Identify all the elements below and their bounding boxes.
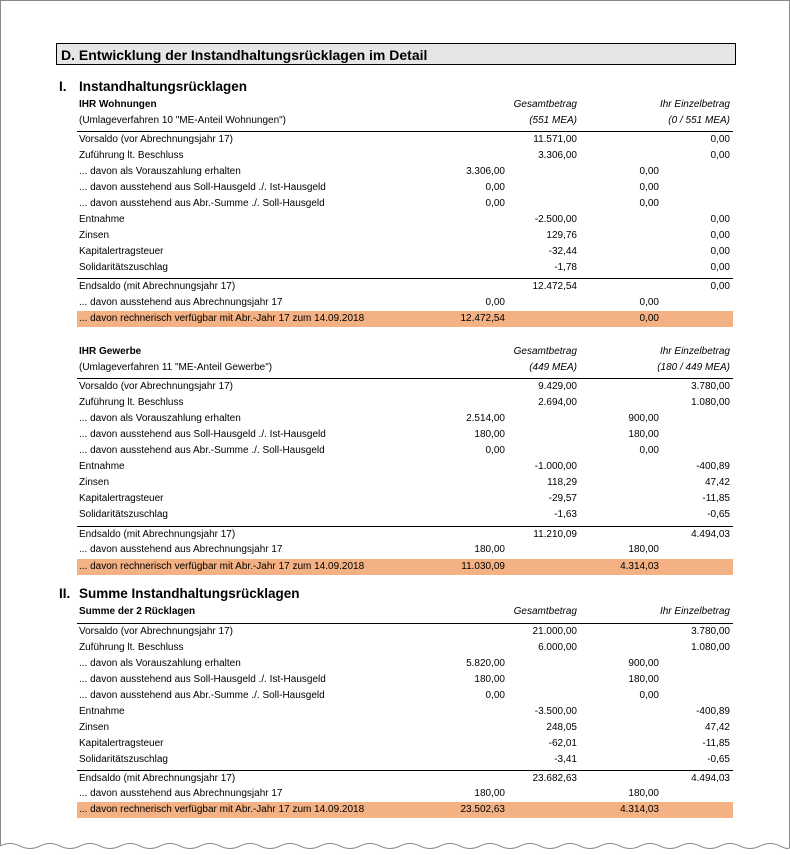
row-label: Entnahme xyxy=(79,214,125,225)
table-row xyxy=(77,491,733,507)
section-title: D. Entwicklung der Instandhaltungsrücklagen im Detail xyxy=(56,43,736,65)
row-value-sub-total: 0,00 xyxy=(485,297,505,308)
row-label: ... davon ausstehend aus Soll-Hausgeld ./. Ist-Hausgeld xyxy=(79,182,326,193)
row-value-single: 1.080,00 xyxy=(691,397,730,408)
row-label: ... davon ausstehend aus Abr.-Summe ./. Soll-Hausgeld xyxy=(79,198,325,209)
table-row xyxy=(77,786,733,802)
block1-col-single-sub: (0 / 551 MEA) xyxy=(668,115,730,126)
block2-subtitle: (Umlageverfahren 11 "ME-Anteil Gewerbe") xyxy=(79,362,273,373)
row-value-total: -1,63 xyxy=(554,509,577,520)
row-value-sub-single: 0,00 xyxy=(639,297,659,308)
block1-subtitle: (Umlageverfahren 10 "ME-Anteil Wohnungen") xyxy=(79,115,287,126)
row-label: ... davon ausstehend aus Abrechnungsjahr 17 xyxy=(79,788,283,799)
row-label: Endsaldo (mit Abrechnungsjahr 17) xyxy=(79,529,236,540)
table-row-endsaldo xyxy=(77,770,733,787)
row-value-total: 12.472,54 xyxy=(532,281,577,292)
row-value-single: 0,00 xyxy=(710,134,730,145)
table-row xyxy=(77,244,733,260)
block1-subheader xyxy=(77,113,733,129)
row-label: Vorsaldo (vor Abrechnungsjahr 17) xyxy=(79,626,233,637)
row-value-single: 1.080,00 xyxy=(691,642,730,653)
row-label: ... davon als Vorauszahlung erhalten xyxy=(79,166,241,177)
block1-col-total: Gesamtbetrag xyxy=(513,99,577,110)
table-row xyxy=(77,475,733,491)
row-label: Entnahme xyxy=(79,461,125,472)
part1-heading xyxy=(59,79,247,94)
table-row xyxy=(77,427,733,443)
row-value-sub-total: 12.472,54 xyxy=(460,313,505,324)
row-value-single: -400,89 xyxy=(696,706,730,717)
table-row xyxy=(77,164,733,180)
row-value-single: 0,00 xyxy=(710,262,730,273)
row-value-sub-single: 900,00 xyxy=(628,413,659,424)
row-value-sub-total: 23.502,63 xyxy=(460,804,505,815)
row-label: ... davon ausstehend aus Abr.-Summe ./. Soll-Hausgeld xyxy=(79,690,325,701)
row-value-single: 0,00 xyxy=(710,281,730,292)
row-label: ... davon rechnerisch verfügbar mit Abr.-Jahr 17 zum 14.09.2018 xyxy=(79,561,365,572)
row-label: Zuführung lt. Beschluss xyxy=(79,397,184,408)
row-value-single: -400,89 xyxy=(696,461,730,472)
row-value-total: -32,44 xyxy=(548,246,577,257)
row-value-sub-single: 180,00 xyxy=(628,429,659,440)
block1-col-total-sub: (551 MEA) xyxy=(529,115,577,126)
row-value-sub-total: 180,00 xyxy=(474,674,505,685)
row-label: Zinsen xyxy=(79,230,110,241)
table-row xyxy=(77,688,733,704)
row-label: Zinsen xyxy=(79,722,110,733)
row-value-single: 0,00 xyxy=(710,230,730,241)
row-value-single: 4.494,03 xyxy=(691,529,730,540)
row-value-total: 9.429,00 xyxy=(538,381,577,392)
row-value-sub-total: 180,00 xyxy=(474,544,505,555)
table-row xyxy=(77,443,733,459)
row-value-total: -2.500,00 xyxy=(534,214,577,225)
table-row xyxy=(77,704,733,720)
row-value-sub-single: 180,00 xyxy=(628,788,659,799)
row-value-total: 23.682,63 xyxy=(532,773,577,784)
row-label: Solidaritätszuschlag xyxy=(79,262,168,273)
table-row xyxy=(77,260,733,276)
row-value-total: 118,29 xyxy=(547,477,577,488)
row-value-single: -11,85 xyxy=(702,493,730,504)
row-label: Entnahme xyxy=(79,706,125,717)
row-label: Kapitalertragsteuer xyxy=(79,738,164,749)
row-value-sub-total: 2.514,00 xyxy=(466,413,505,424)
table-row xyxy=(77,395,733,411)
table-row xyxy=(77,542,733,558)
row-value-single: 0,00 xyxy=(710,214,730,225)
row-label: ... davon rechnerisch verfügbar mit Abr.-Jahr 17 zum 14.09.2018 xyxy=(79,313,365,324)
row-value-total: -3,41 xyxy=(554,754,577,765)
row-value-sub-total: 11.030,09 xyxy=(461,561,505,572)
row-value-sub-single: 4.314,03 xyxy=(620,561,659,572)
row-value-sub-total: 3.306,00 xyxy=(466,166,505,177)
row-value-sub-single: 900,00 xyxy=(628,658,659,669)
part2-title: Summe Instandhaltungsrücklagen xyxy=(79,586,300,601)
row-value-total: 3.306,00 xyxy=(538,150,577,161)
block2-col-single-sub: (180 / 449 MEA) xyxy=(657,362,730,373)
row-value-total: -62,01 xyxy=(548,738,577,749)
torn-edge xyxy=(0,838,790,855)
row-value-total: 129,76 xyxy=(546,230,577,241)
table-row xyxy=(77,672,733,688)
block3-name: Summe der 2 Rücklagen xyxy=(79,606,196,617)
table-row-endsaldo xyxy=(77,526,733,543)
row-value-sub-total: 0,00 xyxy=(485,445,505,456)
block1-name: IHR Wohnungen xyxy=(79,99,157,110)
row-value-sub-single: 0,00 xyxy=(639,198,659,209)
row-label: ... davon ausstehend aus Abrechnungsjahr 17 xyxy=(79,544,283,555)
row-value-sub-single: 4.314,03 xyxy=(620,804,659,815)
row-value-sub-single: 0,00 xyxy=(639,182,659,193)
row-value-single: 3.780,00 xyxy=(691,381,730,392)
row-label: Vorsaldo (vor Abrechnungsjahr 17) xyxy=(79,381,233,392)
table-row xyxy=(77,640,733,656)
table-row-endsaldo xyxy=(77,278,733,295)
row-value-single: 0,00 xyxy=(710,150,730,161)
table-row-highlighted xyxy=(77,559,733,575)
table-row-highlighted xyxy=(77,802,733,818)
row-label: ... davon rechnerisch verfügbar mit Abr.-Jahr 17 zum 14.09.2018 xyxy=(79,804,365,815)
row-value-sub-total: 0,00 xyxy=(485,690,505,701)
row-label: ... davon als Vorauszahlung erhalten xyxy=(79,658,241,669)
table-row xyxy=(77,180,733,196)
row-value-sub-single: 180,00 xyxy=(628,544,659,555)
row-value-single: -0,65 xyxy=(707,509,730,520)
row-value-single: 0,00 xyxy=(710,246,730,257)
table-row xyxy=(77,212,733,228)
row-label: ... davon ausstehend aus Abr.-Summe ./. Soll-Hausgeld xyxy=(79,445,325,456)
table-row xyxy=(77,295,733,311)
block3-header xyxy=(77,604,733,620)
table-row xyxy=(77,507,733,523)
row-value-sub-single: 0,00 xyxy=(639,166,659,177)
row-value-total: -1,78 xyxy=(554,262,577,273)
part1-title: Instandhaltungsrücklagen xyxy=(79,79,248,94)
block2-name: IHR Gewerbe xyxy=(79,346,142,357)
table-row xyxy=(77,131,733,148)
row-value-total: 2.694,00 xyxy=(538,397,577,408)
table-row xyxy=(77,720,733,736)
block3-col-single: Ihr Einzelbetrag xyxy=(659,606,730,617)
table-row xyxy=(77,411,733,427)
row-label: ... davon ausstehend aus Abrechnungsjahr 17 xyxy=(79,297,283,308)
block2-col-total: Gesamtbetrag xyxy=(513,346,577,357)
row-label: Vorsaldo (vor Abrechnungsjahr 17) xyxy=(79,134,233,145)
block2-subheader xyxy=(77,360,733,376)
row-value-sub-single: 180,00 xyxy=(628,674,659,685)
row-label: Solidaritätszuschlag xyxy=(79,509,168,520)
row-value-total: -3.500,00 xyxy=(534,706,577,717)
row-label: Zuführung lt. Beschluss xyxy=(79,642,184,653)
row-value-total: 11.571,00 xyxy=(533,134,577,145)
row-value-single: -11,85 xyxy=(702,738,730,749)
row-value-sub-total: 180,00 xyxy=(474,429,505,440)
row-label: Endsaldo (mit Abrechnungsjahr 17) xyxy=(79,773,236,784)
part2-heading xyxy=(59,586,300,601)
row-value-total: 248,05 xyxy=(546,722,577,733)
block1-header xyxy=(77,97,733,113)
row-value-total: 6.000,00 xyxy=(538,642,577,653)
row-value-sub-single: 0,00 xyxy=(639,313,659,324)
row-label: ... davon ausstehend aus Soll-Hausgeld ./. Ist-Hausgeld xyxy=(79,674,326,685)
row-label: Endsaldo (mit Abrechnungsjahr 17) xyxy=(79,281,236,292)
row-label: Zinsen xyxy=(79,477,110,488)
row-label: Kapitalertragsteuer xyxy=(79,493,164,504)
table-row xyxy=(77,736,733,752)
row-value-sub-total: 0,00 xyxy=(485,182,505,193)
table-row xyxy=(77,228,733,244)
row-label: Solidaritätszuschlag xyxy=(79,754,168,765)
row-value-total: 11.210,09 xyxy=(533,529,577,540)
part2-number: II. xyxy=(59,586,71,601)
row-value-sub-single: 0,00 xyxy=(639,445,659,456)
row-label: ... davon ausstehend aus Soll-Hausgeld ./. Ist-Hausgeld xyxy=(79,429,326,440)
row-label: ... davon als Vorauszahlung erhalten xyxy=(79,413,241,424)
row-value-sub-total: 0,00 xyxy=(485,198,505,209)
row-value-single: -0,65 xyxy=(707,754,730,765)
row-value-single: 4.494,03 xyxy=(691,773,730,784)
table-row xyxy=(77,196,733,212)
row-value-total: -1.000,00 xyxy=(534,461,577,472)
block3-col-total: Gesamtbetrag xyxy=(513,606,577,617)
row-value-sub-single: 0,00 xyxy=(639,690,659,701)
row-value-total: 21.000,00 xyxy=(532,626,577,637)
table-row-highlighted xyxy=(77,311,733,327)
table-row xyxy=(77,459,733,475)
table-row xyxy=(77,378,733,395)
block2-col-total-sub: (449 MEA) xyxy=(529,362,577,373)
table-row xyxy=(77,148,733,164)
row-value-single: 47,42 xyxy=(704,477,730,488)
row-label: Zuführung lt. Beschluss xyxy=(79,150,184,161)
row-label: Kapitalertragsteuer xyxy=(79,246,164,257)
row-value-single: 3.780,00 xyxy=(691,626,730,637)
table-row xyxy=(77,623,733,640)
row-value-sub-total: 5.820,00 xyxy=(466,658,505,669)
table-row xyxy=(77,656,733,672)
row-value-sub-total: 180,00 xyxy=(474,788,505,799)
block2-header xyxy=(77,344,733,360)
row-value-total: -29,57 xyxy=(548,493,577,504)
row-value-single: 47,42 xyxy=(704,722,730,733)
table-row xyxy=(77,752,733,768)
part1-number: I. xyxy=(59,79,67,94)
block2-col-single: Ihr Einzelbetrag xyxy=(659,346,730,357)
block1-col-single: Ihr Einzelbetrag xyxy=(659,99,730,110)
